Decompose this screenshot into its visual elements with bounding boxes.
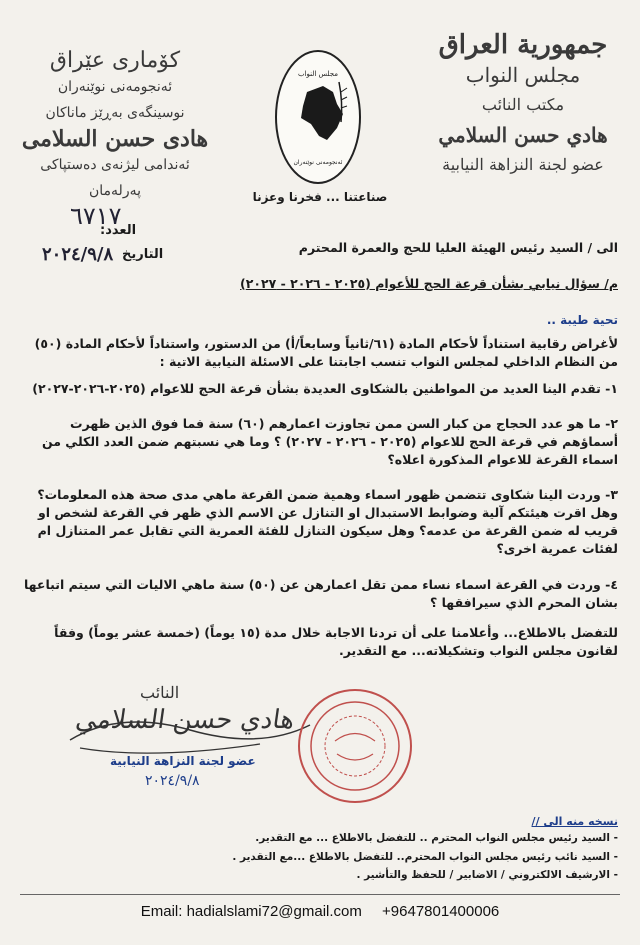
iraq-map-icon: [277, 52, 359, 182]
closing-paragraph: للتفضل بالاطلاع... وأعلامنا على أن تردنا الاجابة خلال مدة (١٥ يوماً) (خمسة عشر يوماً) وفقاً لقانون مجلس النواب وتشكيلاته... مع التقدير.: [54, 625, 618, 658]
header-ku-country: کۆماری عێراق: [49, 48, 181, 73]
signature-name: هادي حسن السلامي: [73, 705, 297, 735]
question-2: ٢- ما هو عدد الحجاج من كبار السن ممن تجاوزت اعمارهم (٦٠) سنة فما فوق الذين ظهرت أسماؤهم في قرعة الحج للاعوام (٢٠٢٥ - ٢٠٢٦ - ٢٠٢٧) ؟ وما هي نسبتهم ضمن العدد الكلي من اسماء القرعة للاعوام المذكورة اعلاه؟: [41, 416, 618, 467]
header-ar-country: جمهورية العراق: [438, 30, 608, 60]
reference-date-label: التاريخ: [122, 247, 164, 262]
footer-divider: [20, 894, 620, 895]
copy-item: - السيد نائب رئيس مجلس النواب المحترم.. للتفضل بالاطلاع ...مع التقدير .: [232, 851, 618, 863]
recipient-line: الى / السيد رئيس الهيئة العليا للحج والعمرة المحترم: [298, 240, 618, 255]
copies-title: نسخه منه الى //: [531, 815, 618, 828]
question-3: ٣- وردت الينا شكاوى تتضمن ظهور اسماء وهمية ضمن القرعة ماهي مدى صحة هذه المعلومات؟ وهل اقرت هيئتكم آلية وضوابط الاستبدال او التنازل عن الاسم الذي ظهر في القرعة لشخص او قريب له ضمن القرعة من عدمه؟ وهل سيكون التنازل للفئة العمرية التي تقابل عمر المتنازل ام لفئات عمرية اخرى؟: [37, 487, 618, 556]
greeting: تحية طيبة ..: [546, 313, 618, 327]
signature-date: ٢٠٢٤/٩/٨: [145, 773, 200, 789]
header-ar-role: عضو لجنة النزاهة النيابية: [442, 155, 604, 174]
subject-line: م/ سؤال نيابي بشأن قرعة الحج للأعوام (٢٠٢٥ - ٢٠٢٦ - ٢٠٢٧): [240, 276, 618, 291]
signature-title: النائب: [140, 683, 180, 702]
header-ar-council: مجلس النواب: [465, 63, 581, 87]
header-ku-role: ئەندامی لیژنەی دەستپاکی پەرلەمان: [40, 157, 190, 199]
signature-role: عضو لجنة النزاهة النيابية: [110, 754, 256, 768]
header-ku-council: ئەنجومەنی نوێنەران: [57, 79, 173, 95]
body-intro: لأغراض رقابية استناداً لأحكام المادة (٦١/ثانياً وسابعاً/أ) من الدستور، واستناداً لأحكام المادة (٥٠) من النظام الداخلي لمجلس النواب تنسب اجابتنا على الاسئلة النيابية الاتية :: [34, 336, 618, 369]
header-ar-office: مكتب النائب: [481, 95, 565, 114]
footer-email[interactable]: Email: hadialslami72@gmail.com: [140, 903, 362, 920]
copy-item: - السيد رئيس مجلس النواب المحترم .. للتفضل بالاطلاع ... مع التقدير.: [255, 832, 618, 844]
header-kurdish: [20, 48, 210, 204]
copy-item: - الارشيف الالكتروني / الاضابير / للحفظ والتأشير .: [356, 869, 618, 881]
footer-phone[interactable]: +9647801400006: [382, 903, 500, 920]
reference-date: ٢٠٢٤/٩/٨: [42, 244, 114, 265]
parliament-logo: [275, 50, 361, 184]
header-ar-name: هادي حسن السلامي: [438, 123, 608, 147]
header-arabic: [428, 30, 618, 180]
question-4: ٤- وردت في القرعة اسماء نساء ممن تقل اعمارهن عن (٥٠) سنة ماهي الاليات التي سيتم اتباعها بشان المحرم الذي سيرافقها ؟: [23, 577, 618, 610]
logo-top-text: مجلس النواب: [297, 70, 339, 78]
reference-number: ٦٧١٧: [70, 202, 122, 230]
question-1: ١- تقدم الينا العديد من المواطنين بالشكاوى العديدة بشأن قرعة الحج للاعوام (٢٠٢٥-٢٠٢٦-٢٠٢٧): [32, 381, 618, 396]
footer-contact: [0, 903, 640, 920]
reference-number-label: العدد:: [100, 223, 137, 238]
official-seal: [295, 686, 415, 806]
logo-bottom-text: ئەنجومەنی نوێنەران: [293, 159, 343, 166]
motto: صناعتنا ... فخرنا وعزنا: [252, 190, 388, 204]
header-ku-office: نوسینگەی بەڕێز ماناکان: [45, 105, 185, 121]
header-ku-name: هادی حسن السلامی: [21, 126, 209, 152]
